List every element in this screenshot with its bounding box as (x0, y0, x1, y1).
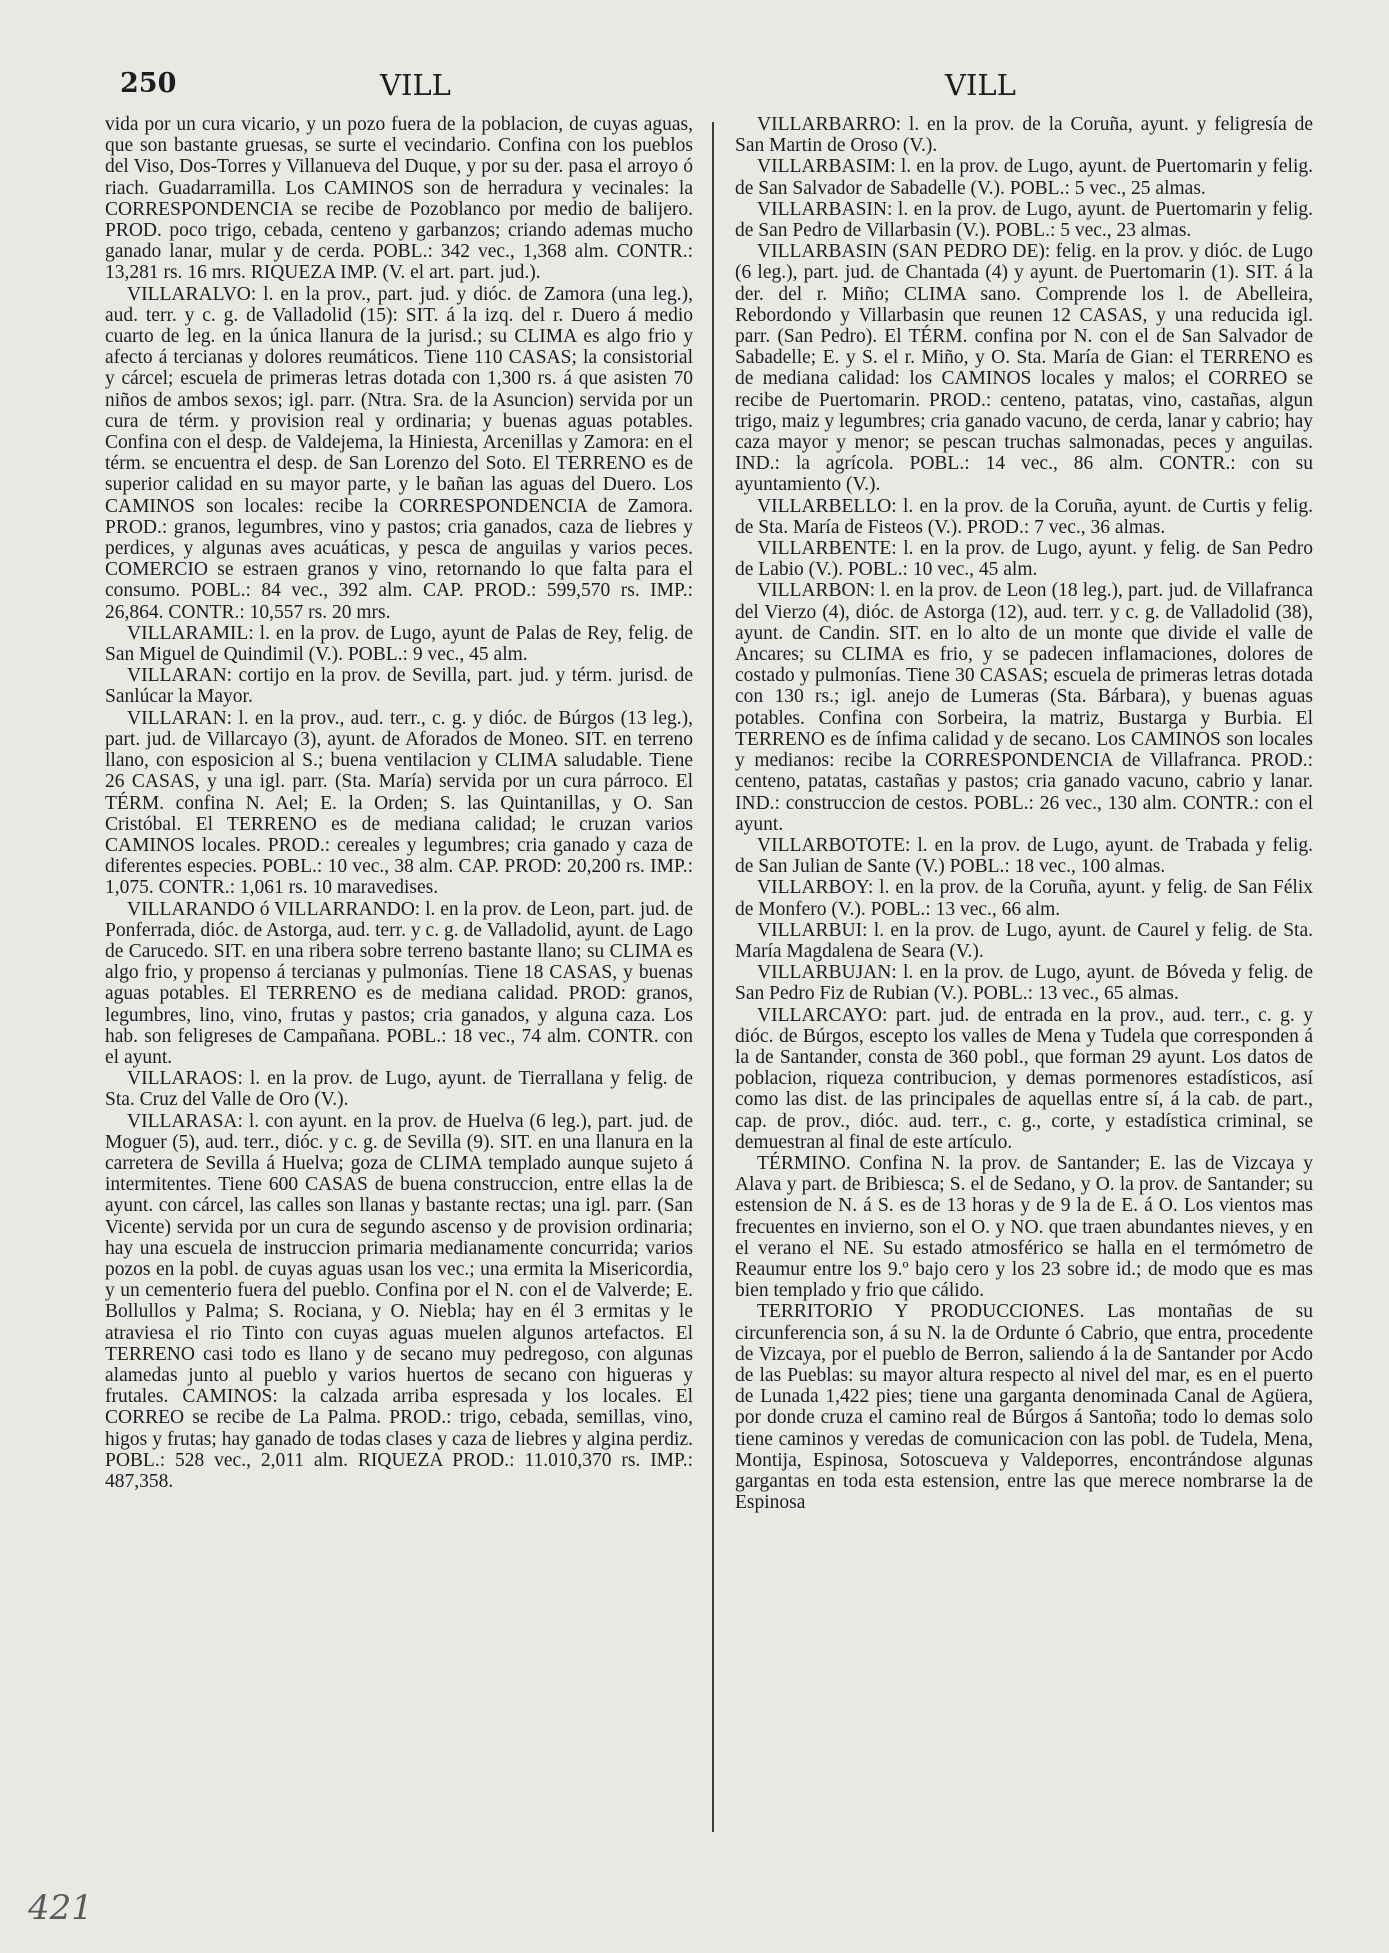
entry-territorio: TERRITORIO Y PRODUCCIONES. Las montañas de su circunferencia son, á su N. la de Ordunte ó Cabrio, que entra, procedente de Vizcaya, por el pueblo de Berron, saliendo á la de Santander por Acdo de las Pueblas: su mayor altura respecto al nivel del mar, es en el puerto de Lunada 1,422 pies; tiene una garganta denominada Canal de Agüera, por donde cruza el camino real de Búrgos á Santoña; todo lo demas solo tiene caminos y veredas de comunicacion con las pobl. de Tudela, Mena, Montija, Espinosa, Sotoscueva y Valdeporres, encontrándose algunas gargantas en toda esta estension, entre las que merece nombrarse la de Espinosa (735, 1301, 1313, 1514)
entry-villarbente: VILLARBENTE: l. en la prov. de Lugo, ayunt. y felig. de San Pedro de Labio (V.). POBL.: 10 vec., 45 alm. (735, 538, 1313, 581)
right-column (735, 114, 1313, 1854)
column-divider (712, 122, 714, 1832)
handwritten-margin-note: 421 (28, 1888, 93, 1928)
entry-villarbasin: VILLARBASIN: l. en la prov. de Lugo, ayunt. de Puertomarin y felig. de San Pedro de Villarbasin (V.). POBL.: 5 vec., 23 almas. (735, 198, 1313, 242)
entry-villaraos: VILLARAOS: l. en la prov. de Lugo, ayunt. de Tierrallana y felig. de Sta. Cruz del Valle de Oro (V.). (105, 1068, 693, 1111)
left-column (105, 114, 693, 1854)
running-head-left: VILL (380, 68, 451, 102)
entry-villaran-cortijo: VILLARAN: cortijo en la prov. de Sevilla, part. jud. y térm. jurisd. de Sanlúcar la Mayor. (105, 665, 693, 708)
entry-villarbon: VILLARBON: l. en la prov. de Leon (18 leg.), part. jud. de Villafranca del Vierzo (4), dióc. de Astorga (12), aud. terr. y c. g. de Valladolid (38), ayunt. de Candin. SIT. en lo alto de un monte que divide el valle de Ancares; su CLIMA es frio, y se padecen inflamaciones, dolores de costado y pulmonías. Tiene 30 CASAS; escuela de primeras letras dotada con 130 rs.; igl. anejo de Lumeras (Sta. Bárbara), y buenas aguas potables. Confina con Sorbeira, la matriz, Bustarga y Burbia. El TERRENO es de ínfima calidad y de secano. Los CAMINOS son locales y medianos: recibe la CORRESPONDENCIA de Villafranca. PROD.: centeno, patatas, castañas y pastos; cria ganado vacuno, cabrio y lanar. IND.: construccion de cestos. POBL.: 26 vec., 130 alm. CONTR.: con el ayunt. (735, 580, 1313, 835)
running-head-right: VILL (945, 68, 1016, 102)
entry-villarbarro: VILLARBARRO: l. en la prov. de la Coruña, ayunt. y feligresía de San Martin de Oroso (V.). (735, 114, 1313, 157)
entry-villarboy: VILLARBOY: l. en la prov. de la Coruña, ayunt. y felig. de San Félix de Monfero (V.). POBL.: 13 vec., 66 alm. (735, 877, 1313, 920)
entry-villarbui: VILLARBUI: l. en la prov. de Lugo, ayunt. de Caurel y felig. de Sta. María Magdalena de Seara (V.). (735, 919, 1313, 962)
entry-villarbello: VILLARBELLO: l. en la prov. de la Coruña, ayunt. de Curtis y felig. de Sta. María de Fisteos (V.). PROD.: 7 vec., 36 almas. (735, 495, 1313, 538)
entry-villaran: VILLARAN: l. en la prov., aud. terr., c. g. y dióc. de Búrgos (13 leg.), part. jud. de Villarcayo (3), ayunt. de Aforados de Moneo. SIT. en terreno llano, con esposicion al S.; buena ventilacion y CLIMA saludable. Tiene 26 CASAS, y una igl. parr. (Sta. María) servida por un cura párroco. El TÉRM. confina N. Ael; E. la Orden; S. las Quintanillas, y O. San Cristóbal. El TERRENO es de mediana calidad; le cruzan varios CAMINOS locales. PROD.: cereales y legumbres; cria ganado y caza de diferentes especies. POBL.: 10 vec., 38 alm. CAP. PROD: 20,200 rs. IMP.: 1,075. CONTR.: 1,061 rs. 10 maravedises. (105, 707, 693, 899)
entry-villarasa: VILLARASA: l. con ayunt. en la prov. de Huelva (6 leg.), part. jud. de Moguer (5), aud. terr., dióc. y c. g. de Sevilla (9). SIT. en una llanura en la carretera de Sevilla á Huelva; goza de CLIMA templado aunque sujeto á intermitentes. Tiene 600 CASAS de buena construccion, entre ellas la de ayunt. con cárcel, las calles son llanas y bastante rectas; una igl. parr. (San Vicente) servida por un cura de segundo ascenso y de provision ordinaria; hay una escuela de instruccion primaria medianamente concurrida; varios pozos en la pobl. de cuyas aguas usan los vec.; una ermita la Misericordia, y un cementerio fuera del pueblo. Confina por el N. con el de Valverde; E. Bollullos y Palma; S. Rociana, y O. Niebla; hay en él 3 ermitas y le atraviesa el rio Tinto con cuyas aguas muelen algunos artefactos. El TERRENO casi todo es llano y de secano muy pedregoso, con algunas alamedas junto al pueblo y varios huertos de secano con higueras y frutales. CAMINOS: la calzada arriba espresada y los locales. El CORREO se recibe de La Palma. PROD.: trigo, cebada, semillas, vino, higos y frutas; hay ganado de todas clases y caza de liebres y algina perdiz. POBL.: 528 vec., 2,011 alm. RIQUEZA PROD.: 11.010,370 rs. IMP.: 487,358. (105, 1110, 693, 1492)
page-number: 250 (120, 68, 177, 99)
entry-villarbotote: VILLARBOTOTE: l. en la prov. de Lugo, ayunt. de Trabada y felig. de San Julian de Sante (V.) POBL.: 18 vec., 100 almas. (735, 834, 1313, 878)
entry-villarbasin-san-pedro: VILLARBASIN (SAN PEDRO DE): felig. en la prov. y dióc. de Lugo (6 leg.), part. jud. de Chantada (4) y ayunt. de Puertomarin (1). SIT. á la der. del r. Miño; CLIMA sano. Comprende los l. de Abelleira, Rebordondo y Villarbasin que reunen 12 CASAS, y una reducida igl. parr. (San Pedro). El TÉRM. confina por N. con el de San Salvador de Sabadelle; E. y S. el r. Miño, y O. Sta. María de Gian: el TERRENO es de mediana calidad: los CAMINOS locales y malos; el CORREO se recibe de Puertomarin. PROD.: centeno, patatas, vino, castañas, algun trigo, maiz y legumbres; cria ganado vacuno, de cerda, lanar y cabrio; hay caza mayor y menor; se pescan truchas salmonadas, peces y anguilas. IND.: la agrícola. POBL.: 14 vec., 86 alm. CONTR.: con su ayuntamiento (V.). (735, 241, 1313, 496)
entry-villarcayo: VILLARCAYO: part. jud. de entrada en la prov., aud. terr., c. g. y dióc. de Búrgos, escepto los valles de Mena y Tudela que corresponden á la de Santander, consta de 360 pobl., que forman 29 ayunt. Los datos de poblacion, riqueza contribucion, y demas pormenores estadísticos, así como las dist. de las principales de aquellas entre sí, á la cab. de part., cap. de prov., dióc. aud. terr., c. g., corte, y estadística criminal, se demuestran al final de este artículo. (735, 1004, 1313, 1153)
entry-villarbujan: VILLARBUJAN: l. en la prov. de Lugo, ayunt. de Bóveda y felig. de San Pedro Fiz de Rubian (V.). POBL.: 13 vec., 65 almas. (735, 962, 1313, 1005)
entry-villarando: VILLARANDO ó VILLARRANDO: l. en la prov. de Leon, part. jud. de Ponferrada, dióc. de Astorga, aud. terr. y c. g. de Valladolid, ayunt. de Lago de Carucedo. SIT. en una ribera sobre terreno bastante llano; su CLIMA es algo frio, y propenso á tercianas y pulmonías. Tiene 18 CASAS, y buenas aguas potables. El TERRENO es de mediana calidad. PROD: granos, legumbres, lino, vino, frutas y pastos; cria ganados, y alguna caza. Los hab. son feligreses de Campañana. POBL.: 18 vec., 74 alm. CONTR. con el ayunt. (105, 898, 693, 1068)
entry-continuation: vida por un cura vicario, y un pozo fuera de la poblacion, de cuyas aguas, que son bastante gruesas, se surte el vecindario. Confina con los pueblos del Viso, Dos-Torres y Villanueva del Duque, y por su der. pasa el arroyo ó riach. Guadarramilla. Los CAMINOS son de herradura y vecinales: la CORRESPONDENCIA se recibe de Pozoblanco por medio de balijero. PROD. poco trigo, cebada, centeno y garbanzos; criando ademas mucho ganado lanar, mular y de cerda. POBL.: 342 vec., 1,368 alm. CONTR.: 13,281 rs. 16 mrs. RIQUEZA IMP. (V. el art. part. jud.). (105, 114, 693, 284)
entry-termino: TÉRMINO. Confina N. la prov. de Santander; E. las de Vizcaya y Alava y part. de Bribiesca; S. el de Sedano, y O. la prov. de Santander; su estension de N. á S. es de 13 horas y de 9 la de E. á O. Los vientos mas frecuentes en invierno, son el O. y NO. que traen abundantes nieves, y en el verano el NE. Su estado atmosférico se halla en el termómetro de Reaumur entre los 9.º bajo cero y los 23 sobre id.; de modo que es mas bien templado y frio que cálido. (735, 1152, 1313, 1302)
page-header (0, 68, 1389, 112)
entry-villarbasim: VILLARBASIM: l. en la prov. de Lugo, ayunt. de Puertomarin y felig. de San Salvador de Sabadelle (V.). POBL.: 5 vec., 25 almas. (735, 156, 1313, 199)
entry-villaramil: VILLARAMIL: l. en la prov. de Lugo, ayunt de Palas de Rey, felig. de San Miguel de Quindimil (V.). POBL.: 9 vec., 45 alm. (105, 622, 693, 666)
entry-villaralvo: VILLARALVO: l. en la prov., part. jud. y dióc. de Zamora (una leg.), aud. terr. y c. g. de Valladolid (15): SIT. á la izq. del r. Duero á medio cuarto de leg. en la única llanura de la jurisd.; su CLIMA es algo frio y afecto á tercianas y dolores reumáticos. Tiene 110 CASAS; la consistorial y cárcel; escuela de primeras letras dotada con 1,300 rs. á que asisten 70 niños de ambos sexos; igl. parr. (Ntra. Sra. de la Asuncion) servida por un cura de térm. y provision real y ordinaria; y buenas aguas potables. Confina con el desp. de Valdejema, la Hiniesta, Arcenillas y Zamora: en el térm. se encuentra el desp. de San Lorenzo del Soto. El TERRENO es de superior calidad en su mayor parte, y le bañan las aguas del Duero. Los CAMINOS son locales: recibe la CORRESPONDENCIA de Zamora. PROD.: granos, legumbres, vino y pastos; cria ganados, caza de liebres y perdices, y algunas aves acuáticas, y pesca de anguilas y varios peces. COMERCIO se estraen granos y vino, retornando lo que falta para el consumo. POBL.: 84 vec., 392 alm. CAP. PROD.: 599,570 rs. IMP.: 26,864. CONTR.: 10,557 rs. 20 mrs. (105, 283, 693, 623)
